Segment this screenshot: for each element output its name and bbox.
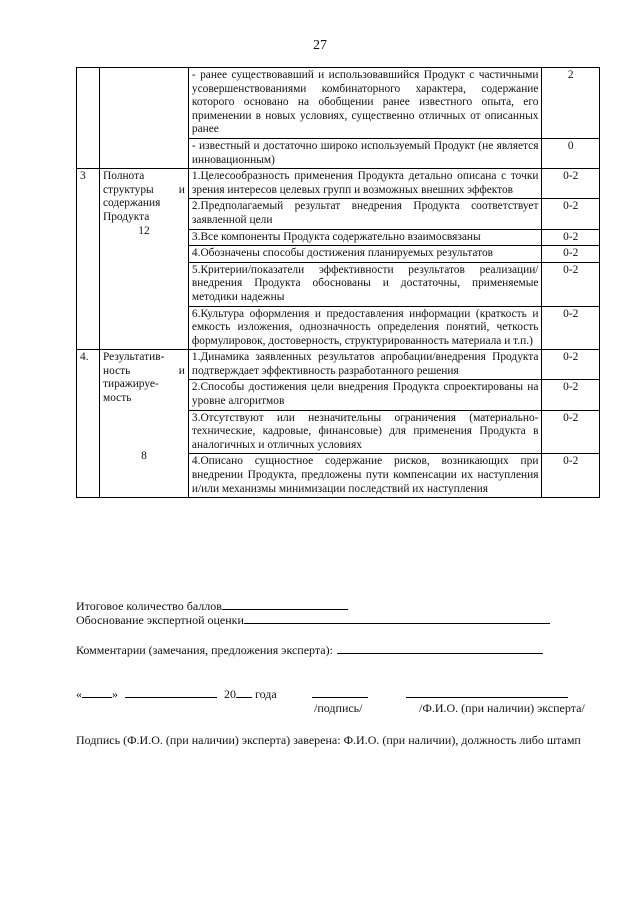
comments-blank[interactable] — [337, 642, 543, 654]
indicator-text: 6.Культура оформления и предоставления информации (краткость и емкость изложения, однозначность определения понятий, четкость формулировок, достоверность, структурированность материала и т.п.) — [188, 306, 542, 350]
criterion-name: Результатив-ность и тиражируе-мость — [103, 351, 185, 405]
criterion-number-cell — [77, 68, 100, 169]
criterion-name: Полнота структуры и содержания Продукта — [103, 170, 185, 223]
expert-name-caption: /Ф.И.О. (при наличии) эксперта/ — [419, 701, 585, 715]
date-year-prefix: 20 — [224, 687, 236, 701]
indicator-score: 0-2 — [542, 410, 600, 454]
indicator-text: - ранее существовавший и использовавшийся Продукт с частичными усовершенствованиями комбинаторного характера, содержание которого основано на обобщении ранее известного опыта, его применении в новых условиях, существенно отличных от описанных ранее — [188, 68, 542, 139]
criterion-name-cell — [100, 169, 189, 350]
indicator-score: 0 — [542, 138, 600, 168]
table-row — [77, 68, 600, 139]
criterion-number: 4. — [77, 350, 100, 498]
page-number: 27 — [313, 38, 327, 53]
indicator-text: 2.Способы достижения цели внедрения Продукта спроектированы на уровне алгоритмов — [188, 380, 542, 410]
date-day-blank[interactable] — [82, 686, 112, 698]
criterion-number: 3 — [77, 169, 100, 350]
indicator-score: 0-2 — [542, 246, 600, 263]
indicator-text: 4.Обозначены способы достижения планируемых результатов — [188, 246, 542, 263]
justification-blank[interactable] — [244, 612, 550, 624]
evaluation-criteria-table — [76, 67, 600, 498]
total-score-blank[interactable] — [222, 598, 348, 610]
indicator-text: 1.Целесообразность применения Продукта детально описана с точки зрения интересов целевых групп и возможных внешних эффектов — [188, 169, 542, 199]
indicator-score: 0-2 — [542, 306, 600, 350]
indicator-score: 0-2 — [542, 229, 600, 246]
total-score-label: Итоговое количество баллов — [76, 599, 222, 613]
expert-name-blank[interactable] — [406, 697, 568, 698]
indicator-score: 0-2 — [542, 454, 600, 498]
criterion-name-cell — [100, 68, 189, 169]
certification-note: Подпись (Ф.И.О. (при наличии) эксперта) заверена: Ф.И.О. (при наличии), должность либо штамп — [76, 733, 581, 747]
indicator-score: 0-2 — [542, 350, 600, 380]
date-month-blank[interactable] — [125, 686, 217, 698]
date-year-blank[interactable] — [236, 686, 252, 698]
justification-line — [76, 612, 550, 627]
comments-line — [76, 642, 543, 657]
indicator-text: 3.Отсутствуют или незначительны ограничения (материально-технические, кадровые, финансовые) для применения Продукта в аналогичных и отличных условиях — [188, 410, 542, 454]
justification-label: Обоснование экспертной оценки — [76, 613, 244, 627]
signature-caption: /подпись/ — [314, 701, 363, 715]
date-open-quote: « — [76, 687, 82, 701]
indicator-score: 0-2 — [542, 380, 600, 410]
indicator-score: 0-2 — [542, 169, 600, 199]
total-score-line — [76, 598, 348, 613]
criterion-max-points: 8 — [141, 449, 147, 462]
table-row — [77, 169, 600, 199]
table-row — [77, 350, 600, 380]
criterion-name-cell — [100, 350, 189, 498]
indicator-score: 0-2 — [542, 262, 600, 306]
indicator-score: 0-2 — [542, 199, 600, 229]
indicator-text: 3.Все компоненты Продукта содержательно взаимосвязаны — [188, 229, 542, 246]
comments-label: Комментарии (замечания, предложения эксперта): — [76, 643, 333, 657]
indicator-score: 2 — [542, 68, 600, 139]
criterion-max-points: 12 — [138, 224, 150, 237]
indicator-text: 4.Описано сущностное содержание рисков, возникающих при внедрении Продукта, предложены пути компенсации их наступления и/или механизмы минимизации последствий их наступления — [188, 454, 542, 498]
date-close-quote: » — [112, 687, 118, 701]
indicator-text: - известный и достаточно широко используемый Продукт (не является инновационным) — [188, 138, 542, 168]
indicator-text: 1.Динамика заявленных результатов апробации/внедрения Продукта подтверждает эффективность разработанного решения — [188, 350, 542, 380]
signature-blank[interactable] — [312, 697, 368, 698]
date-year-suffix: года — [255, 687, 277, 701]
date-line — [76, 686, 277, 701]
indicator-text: 2.Предполагаемый результат внедрения Продукта соответствует заявленной цели — [188, 199, 542, 229]
indicator-text: 5.Критерии/показатели эффективности результатов реализации/внедрения Продукта обоснованы и достаточны, применяемые методики надежны — [188, 262, 542, 306]
